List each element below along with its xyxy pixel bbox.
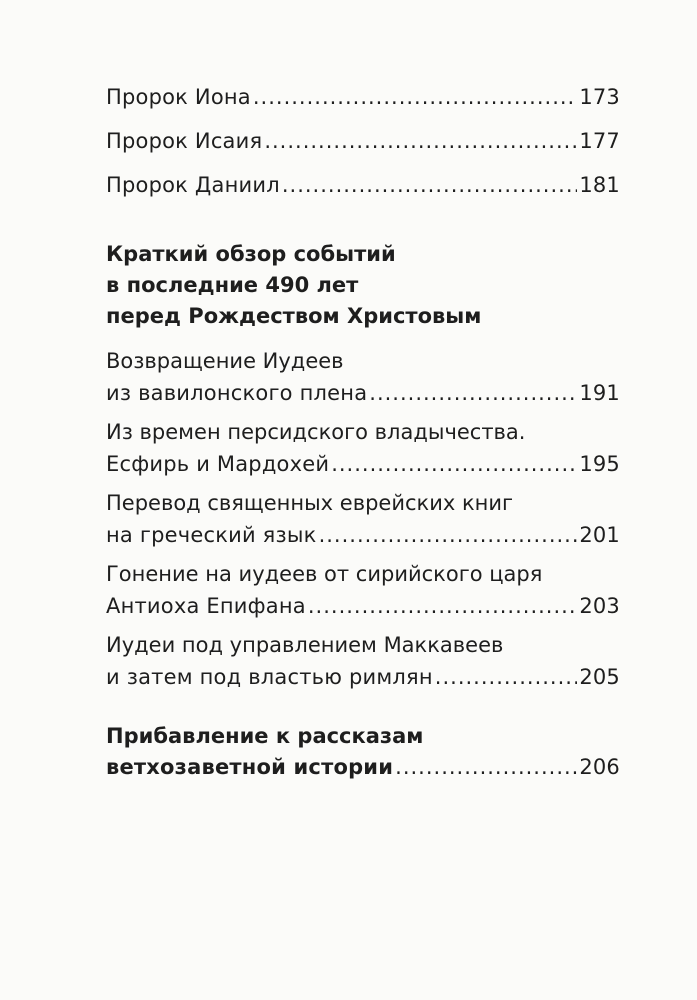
entry-title: Гонение на иудеев от сирийского царя xyxy=(106,562,543,586)
page-number: 201 xyxy=(579,523,620,547)
toc-entry xyxy=(106,486,620,549)
page-number: 191 xyxy=(579,381,620,405)
heading-line: в последние 490 лет xyxy=(106,273,359,297)
section-heading xyxy=(106,239,620,332)
table-of-contents xyxy=(106,80,620,783)
entry-title: на греческий язык xyxy=(106,523,317,547)
toc-entry xyxy=(106,344,620,407)
entry-title: ветхозаветной истории xyxy=(106,755,394,779)
toc-entry-appendix xyxy=(106,721,620,783)
page-number: 206 xyxy=(579,755,620,779)
toc-entry xyxy=(106,168,620,203)
entry-title: Иудеи под управлением Маккавеев xyxy=(106,633,504,657)
entry-title: Перевод священных еврейских книг xyxy=(106,491,514,515)
entry-title: Возвращение Иудеев xyxy=(106,349,344,373)
page-number: 181 xyxy=(579,173,620,197)
toc-entry xyxy=(106,124,620,159)
entry-title: Пророк Иона xyxy=(106,85,251,109)
entry-title: Прибавление к рассказам xyxy=(106,724,424,748)
page-number: 203 xyxy=(579,594,620,618)
entry-title: Антиоха Епифана xyxy=(106,594,306,618)
page-number: 205 xyxy=(579,665,620,689)
entry-title: из вавилонского плена xyxy=(106,381,368,405)
entry-title: Есфирь и Мардохей xyxy=(106,452,330,476)
toc-entry xyxy=(106,557,620,620)
page-number: 195 xyxy=(579,452,620,476)
entry-title: и затем под властью римлян xyxy=(106,665,433,689)
entry-title: Пророк Исаия xyxy=(106,129,263,153)
toc-entry xyxy=(106,80,620,115)
entry-title: Из времен персидского владычества. xyxy=(106,420,526,444)
page-number: 177 xyxy=(579,129,620,153)
heading-line: перед Рождеством Христовым xyxy=(106,304,482,328)
entry-title: Пророк Даниил xyxy=(106,173,280,197)
page-number: 173 xyxy=(579,85,620,109)
heading-line: Краткий обзор событий xyxy=(106,242,396,266)
toc-entry xyxy=(106,415,620,478)
toc-entry xyxy=(106,628,620,691)
